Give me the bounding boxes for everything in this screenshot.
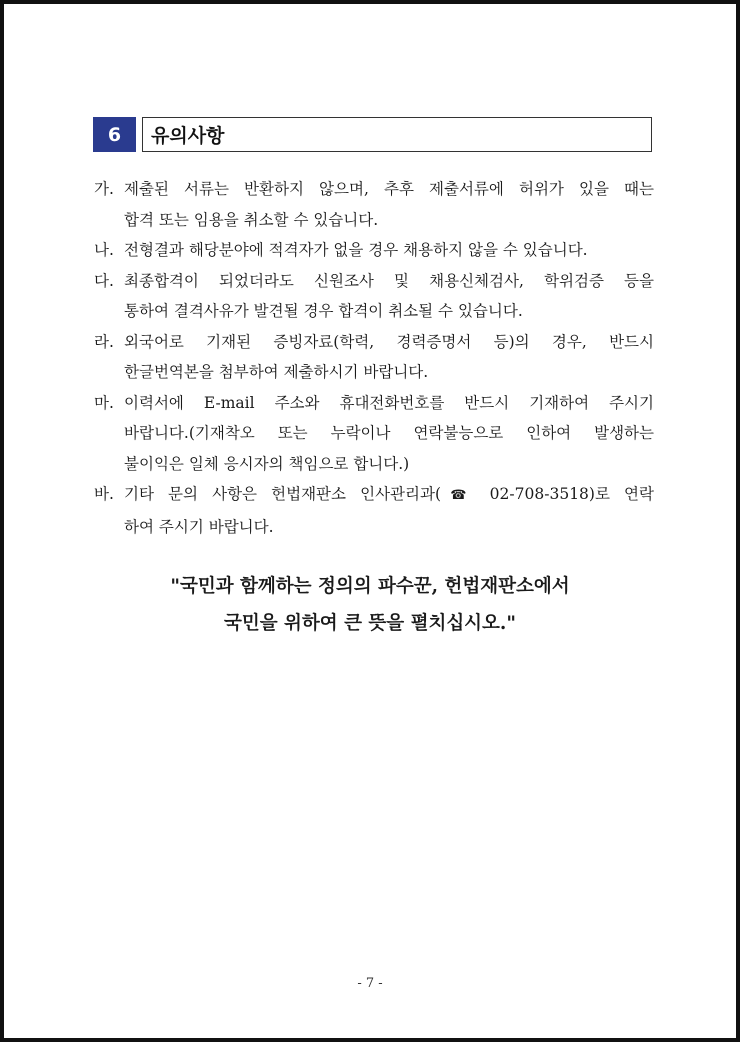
note-text <box>124 174 654 235</box>
note-line: 전형결과 해당분야에 적격자가 없을 경우 채용하지 않을 수 있습니다. <box>124 241 588 259</box>
note-marker: 마. <box>94 393 114 412</box>
note-text <box>124 327 654 388</box>
note-line: 통하여 결격사유가 발견될 경우 합격이 취소될 수 있습니다. <box>124 302 523 320</box>
note-text <box>124 235 654 266</box>
note-marker: 가. <box>94 180 114 198</box>
slogan <box>4 568 736 642</box>
note-item-ra <box>94 327 654 388</box>
note-line: 최종합격이 되었더라도 신원조사 및 채용신체검사, 학위검증 등을 <box>124 271 654 290</box>
note-line: 한글번역본을 첨부하여 제출하시기 바랍니다. <box>124 363 429 381</box>
slogan-line-1: "국민과 함께하는 정의의 파수꾼, 헌법재판소에서 <box>170 576 570 597</box>
note-item-da <box>94 266 654 327</box>
telephone-icon: ☎ <box>441 488 476 503</box>
section-header <box>93 117 652 152</box>
note-text-before-phone: 기타 문의 사항은 헌법재판소 인사관리과( <box>124 485 442 503</box>
section-title: 유의사항 <box>142 117 652 152</box>
note-text <box>124 266 654 327</box>
note-line: 불이익은 일체 응시자의 책임으로 합니다.) <box>124 454 410 473</box>
phone-number-text: 02-708-3518)로 연락 <box>475 485 654 503</box>
note-item-ba <box>94 479 654 542</box>
note-line: 바랍니다.(기재착오 또는 누락이나 연락불능으로 인하여 발생하는 <box>124 424 654 442</box>
note-line: 제출된 서류는 반환하지 않으며, 추후 제출서류에 허위가 있을 때는 <box>124 180 654 198</box>
note-line: 외국어로 기재된 증빙자료(학력, 경력증명서 등)의 경우, 반드시 <box>124 332 654 351</box>
section-number-badge: 6 <box>93 117 136 152</box>
note-line: 이력서에 E-mail 주소와 휴대전화번호를 반드시 기재하여 주시기 <box>124 393 654 412</box>
note-marker: 다. <box>94 271 114 290</box>
note-line: 합격 또는 임용을 취소할 수 있습니다. <box>124 210 379 229</box>
note-marker: 바. <box>94 485 114 503</box>
note-marker: 라. <box>94 332 114 351</box>
notes-list <box>94 174 654 542</box>
note-item-na <box>94 235 654 266</box>
note-marker: 나. <box>94 241 114 259</box>
note-text <box>124 479 654 542</box>
note-item-ga <box>94 174 654 235</box>
note-line: 하여 주시기 바랍니다. <box>124 517 274 536</box>
slogan-line-2: 국민을 위하여 큰 뜻을 펼치십시오." <box>223 613 517 634</box>
note-line <box>124 479 654 512</box>
note-text <box>124 388 654 480</box>
page-number: - 7 - <box>357 976 383 991</box>
note-item-ma <box>94 388 654 480</box>
